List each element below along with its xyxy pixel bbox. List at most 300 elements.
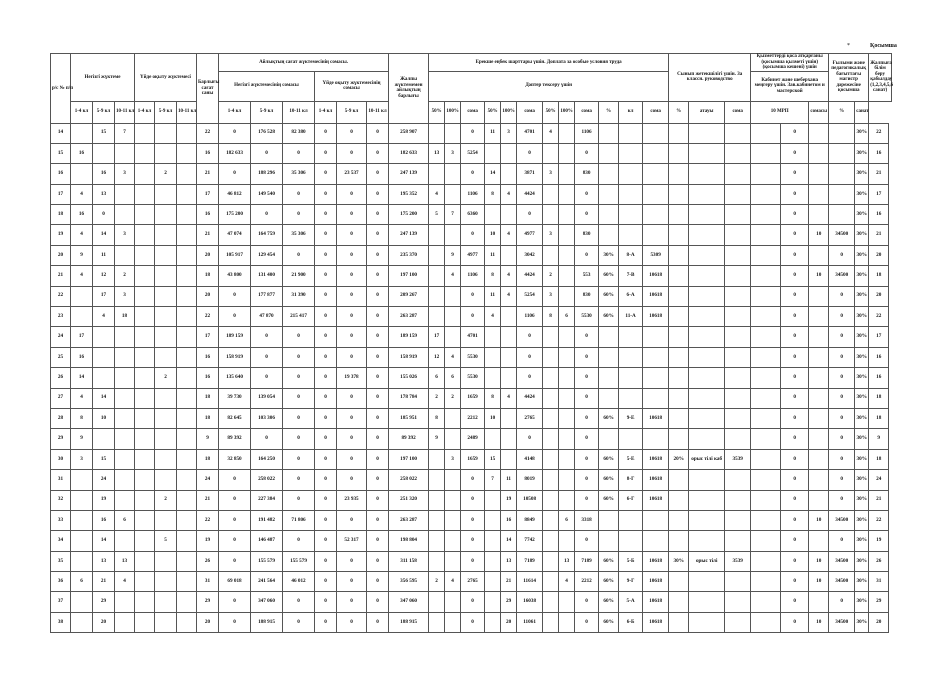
header-extra: Ерекше еңбек шарттары үшін. Доплата за особые условия труда [429,54,669,72]
table-cell [689,286,725,306]
table-cell: 0 [337,510,367,530]
table-cell [93,429,115,449]
table-cell: 16038 [517,592,543,612]
table-cell [543,612,559,632]
table-cell [725,164,751,184]
table-cell: 4701 [517,123,543,143]
table-cell: 5530 [461,347,485,367]
table-cell: 0 [315,327,337,347]
table-cell [599,368,619,388]
table-cell [809,184,829,204]
table-cell: 0 [781,307,809,327]
table-cell: 60% [599,612,619,632]
table-cell: 9 [197,429,219,449]
table-cell [155,266,177,286]
table-cell: 30% [855,592,869,612]
table-cell: 18 [197,408,219,428]
table-cell: 356 595 [389,572,429,592]
table-cell [599,225,619,245]
table-cell: 10618 [643,470,669,490]
table-cell: 155 579 [283,551,315,571]
table-cell: 0 [219,164,251,184]
table-cell: 10 [809,266,829,286]
table-cell: 0 [337,449,367,469]
table-cell: 11 [501,470,517,490]
table-cell: 0 [367,612,389,632]
table-cell: 0 [337,470,367,490]
table-cell: 35 [51,551,71,571]
table-cell: 22 [869,123,889,143]
table-cell: 20 [197,612,219,632]
table-cell [689,327,725,347]
header-home-grade-1-4: 1-4 кл [135,101,155,123]
table-cell: 258 022 [251,470,283,490]
table-cell: 4 [71,225,93,245]
table-cell: 2212 [461,408,485,428]
table-cell [93,368,115,388]
table-cell: 251 320 [389,490,429,510]
table-cell: 0 [283,388,315,408]
table-cell: 29 [51,429,71,449]
table-cell [809,408,829,428]
table-cell: 60% [599,551,619,571]
table-cell: 82 645 [219,408,251,428]
table-row [51,205,892,225]
table-cell: 16 [93,164,115,184]
table-cell [751,612,781,632]
table-cell: 16 [869,205,889,225]
table-cell [115,470,135,490]
table-cell [445,327,461,347]
table-cell: 52 317 [337,531,367,551]
table-cell: 103 306 [251,408,283,428]
table-cell: 18 [197,266,219,286]
table-cell: 0 [315,205,337,225]
table-cell: 0 [781,368,809,388]
table-cell [669,184,689,204]
table-cell [669,286,689,306]
table-cell: 0 [283,245,315,265]
table-cell: 22 [869,307,889,327]
table-cell [429,510,445,530]
table-cell [751,572,781,592]
salary-table [50,53,892,633]
header-base-sum: Негізгі жүктемесінің сомасы [219,71,315,101]
table-cell [177,592,197,612]
header-nb59-50: 50% [485,101,501,123]
table-cell: 0 [781,510,809,530]
table-cell: 0 [367,327,389,347]
table-cell [809,470,829,490]
table-cell [809,307,829,327]
table-cell: 10618 [643,490,669,510]
table-cell: 139 054 [251,388,283,408]
table-cell: 60% [599,408,619,428]
table-cell: 30% [855,490,869,510]
table-cell: 16 [869,347,889,367]
table-cell: 60% [599,470,619,490]
table-cell: 35 306 [283,225,315,245]
table-cell: 16 [71,347,93,367]
table-cell: 0 [781,245,809,265]
table-cell [115,205,135,225]
table-cell: 2489 [461,429,485,449]
table-cell [725,612,751,632]
table-cell: 30% [855,612,869,632]
table-cell [643,143,669,163]
table-cell: 21 [93,572,115,592]
table-cell: 30% [855,327,869,347]
table-cell: 0 [315,245,337,265]
table-cell [619,347,643,367]
table-cell [429,307,445,327]
table-cell [809,164,829,184]
table-cell [751,327,781,347]
top-mark: * [847,43,850,49]
table-cell: 10618 [643,266,669,286]
table-cell [135,592,155,612]
table-cell: 0 [337,123,367,143]
table-cell: 0 [781,490,809,510]
table-cell: 19 378 [337,368,367,388]
table-cell: 0 [315,368,337,388]
table-row [51,266,892,286]
table-cell [669,205,689,225]
table-cell: 0 [219,592,251,612]
table-cell [501,245,517,265]
table-cell [559,531,575,551]
table-cell: 8 [429,408,445,428]
table-cell [669,245,689,265]
table-cell [689,164,725,184]
table-cell: 0 [367,572,389,592]
table-cell [429,551,445,571]
table-cell: 5-А [619,592,643,612]
header-mrp: 10 МРП [751,101,809,123]
table-cell: 0 [461,510,485,530]
table-cell [751,592,781,612]
table-cell [115,490,135,510]
table-row [51,510,892,530]
table-cell [177,612,197,632]
table-cell [543,551,559,571]
table-cell: 0 [575,205,599,225]
table-cell: 4 [445,347,461,367]
table-cell: 23 537 [337,164,367,184]
table-cell: 14 [485,164,501,184]
table-cell: 8 [543,307,559,327]
table-row [51,551,892,571]
table-cell: 22 [869,510,889,530]
table-cell: 20 [869,245,889,265]
table-cell: 0 [781,184,809,204]
table-cell [669,225,689,245]
table-cell: 0 [251,143,283,163]
table-cell: 27 [51,388,71,408]
table-cell: 9 [71,245,93,265]
table-cell: 0 [337,572,367,592]
table-cell [115,592,135,612]
table-cell: 0 [367,286,389,306]
table-cell [751,347,781,367]
table-cell: 10618 [643,592,669,612]
table-cell [543,327,559,347]
table-cell [135,470,155,490]
table-cell [725,368,751,388]
table-cell [485,368,501,388]
table-cell [429,470,445,490]
table-cell: 24 [93,470,115,490]
table-cell [559,490,575,510]
table-cell [135,408,155,428]
table-cell: орыс тілі [689,551,725,571]
table-cell [115,143,135,163]
table-cell: 29 [501,592,517,612]
table-cell: 21 900 [283,266,315,286]
table-cell [135,510,155,530]
table-cell: 0 [575,388,599,408]
table-cell: 0 [219,551,251,571]
table-cell: 4 [429,184,445,204]
table-cell: 4 [543,123,559,143]
table-row [51,612,892,632]
table-cell [429,164,445,184]
table-cell: 17 [869,184,889,204]
table-cell: 10618 [643,551,669,571]
table-cell [559,347,575,367]
table-cell: 14 [501,531,517,551]
table-cell: 21 [869,164,889,184]
table-row [51,408,892,428]
table-cell: 830 [575,225,599,245]
table-cell [177,551,197,571]
table-cell: 1659 [461,449,485,469]
table-cell: 0 [367,245,389,265]
table-cell: 0 [829,388,855,408]
table-cell [725,307,751,327]
table-cell [445,531,461,551]
header-home-grade-10-11: 10-11 кл [177,101,197,123]
table-cell: 5254 [461,143,485,163]
table-cell [543,205,559,225]
table-cell: 3 [115,286,135,306]
table-cell [599,184,619,204]
table-cell [599,347,619,367]
table-cell: 60% [599,266,619,286]
header-grade-10-11: 10-11 кл [115,101,135,123]
table-cell: 16 [51,164,71,184]
table-cell [559,286,575,306]
header-cabinet: Кабинет және шеберхана меңгеру үшін. Зав.кабинетом и мастерской [751,71,829,101]
table-cell: 347 060 [389,592,429,612]
table-cell [751,225,781,245]
table-cell [619,123,643,143]
table-cell: 5-Б [619,551,643,571]
table-cell: 30% [855,368,869,388]
table-cell [543,531,559,551]
table-cell [559,408,575,428]
table-cell: 24 [51,327,71,347]
table-cell: 0 [315,408,337,428]
table-cell: 25 [51,347,71,367]
table-cell: 20 [501,612,517,632]
table-cell: 9 [71,429,93,449]
table-cell: 29 [197,592,219,612]
table-cell: 0 [367,164,389,184]
table-cell: 155 026 [389,368,429,388]
table-cell [177,245,197,265]
table-cell: 38 [51,612,71,632]
table-cell [93,327,115,347]
table-cell: 17 [51,184,71,204]
table-cell: 4977 [517,225,543,245]
table-cell: 0 [367,470,389,490]
table-cell: 30% [855,551,869,571]
table-cell [559,205,575,225]
table-cell [689,143,725,163]
table-cell [751,205,781,225]
table-cell: 227 384 [251,490,283,510]
table-cell: 189 159 [389,327,429,347]
table-cell: 182 633 [219,143,251,163]
table-cell: 5530 [575,307,599,327]
table-cell: 0 [781,143,809,163]
table-cell [751,470,781,490]
table-cell: 0 [781,286,809,306]
table-cell: 0 [315,612,337,632]
table-cell [485,327,501,347]
header-total-sum: Жалпы жүктемемен айлықтың барлығы [389,54,429,124]
table-cell: 7 [485,470,501,490]
table-cell [619,143,643,163]
table-cell: 21 [501,572,517,592]
table-cell: 2765 [517,408,543,428]
table-cell: 6 [559,510,575,530]
table-cell [643,388,669,408]
table-cell: 4 [501,266,517,286]
table-cell: 0 [781,266,809,286]
table-cell [689,531,725,551]
table-cell: 0 [315,510,337,530]
table-cell: 311 158 [389,551,429,571]
table-cell: 10 [809,225,829,245]
table-cell: 60% [599,307,619,327]
table-cell: 0 [315,225,337,245]
table-cell [155,123,177,143]
table-cell [809,429,829,449]
table-cell: 7189 [517,551,543,571]
table-cell: 12 [93,266,115,286]
table-cell: 2 [543,266,559,286]
table-cell: 0 [461,531,485,551]
table-cell: 0 [315,286,337,306]
table-cell [543,429,559,449]
table-cell [725,429,751,449]
table-cell [619,327,643,347]
table-cell: 20% [669,449,689,469]
table-cell: 0 [829,307,855,327]
table-cell: 13 [501,551,517,571]
table-cell: 8 [485,388,501,408]
table-cell [751,286,781,306]
table-cell [751,490,781,510]
table-cell: 0 [337,225,367,245]
table-cell [71,123,93,143]
table-cell: 0 [283,470,315,490]
table-cell: 21 [869,225,889,245]
table-cell [485,205,501,225]
table-cell: 191 482 [251,510,283,530]
table-cell: 89 392 [389,429,429,449]
table-cell [543,388,559,408]
table-cell [155,225,177,245]
table-cell: 30% [855,225,869,245]
table-cell [689,368,725,388]
table-cell: 30% [855,143,869,163]
table-cell [115,245,135,265]
table-row [51,347,892,367]
table-cell [501,164,517,184]
table-cell: 0 [337,551,367,571]
table-cell [725,184,751,204]
table-cell: 0 [315,184,337,204]
header-nb14-50: 50% [429,101,445,123]
table-cell: 31 [51,470,71,490]
table-cell: 0 [461,470,485,490]
table-cell [445,307,461,327]
table-cell: 22 [197,510,219,530]
table-cell: 46 012 [283,572,315,592]
table-cell: 0 [781,205,809,225]
table-cell: 178 784 [389,388,429,408]
table-row [51,307,892,327]
table-cell: 30% [855,286,869,306]
table-cell: 0 [219,531,251,551]
table-cell [177,266,197,286]
table-cell [619,184,643,204]
table-cell: 13 [93,551,115,571]
table-cell [669,592,689,612]
table-cell: 5 [429,205,445,225]
table-cell: 0 [575,470,599,490]
table-cell: 8019 [517,470,543,490]
table-cell: 30% [855,470,869,490]
table-cell: 4701 [461,327,485,347]
table-cell: 1659 [461,388,485,408]
table-cell: 177 877 [251,286,283,306]
table-cell: 0 [315,572,337,592]
table-cell: 0 [781,164,809,184]
table-row [51,470,892,490]
table-cell [155,551,177,571]
table-cell [71,164,93,184]
table-cell: 0 [781,225,809,245]
table-cell: 131 400 [251,266,283,286]
table-cell [643,531,669,551]
table-cell: 0 [575,429,599,449]
table-cell: 20 [197,245,219,265]
table-cell: 0 [781,531,809,551]
table-cell [559,327,575,347]
table-cell: 0 [781,388,809,408]
table-cell: 0 [517,143,543,163]
table-cell [429,449,445,469]
table-cell [809,449,829,469]
table-cell: 69 018 [219,572,251,592]
table-cell: 0 [367,490,389,510]
table-cell [135,286,155,306]
table-cell [809,205,829,225]
